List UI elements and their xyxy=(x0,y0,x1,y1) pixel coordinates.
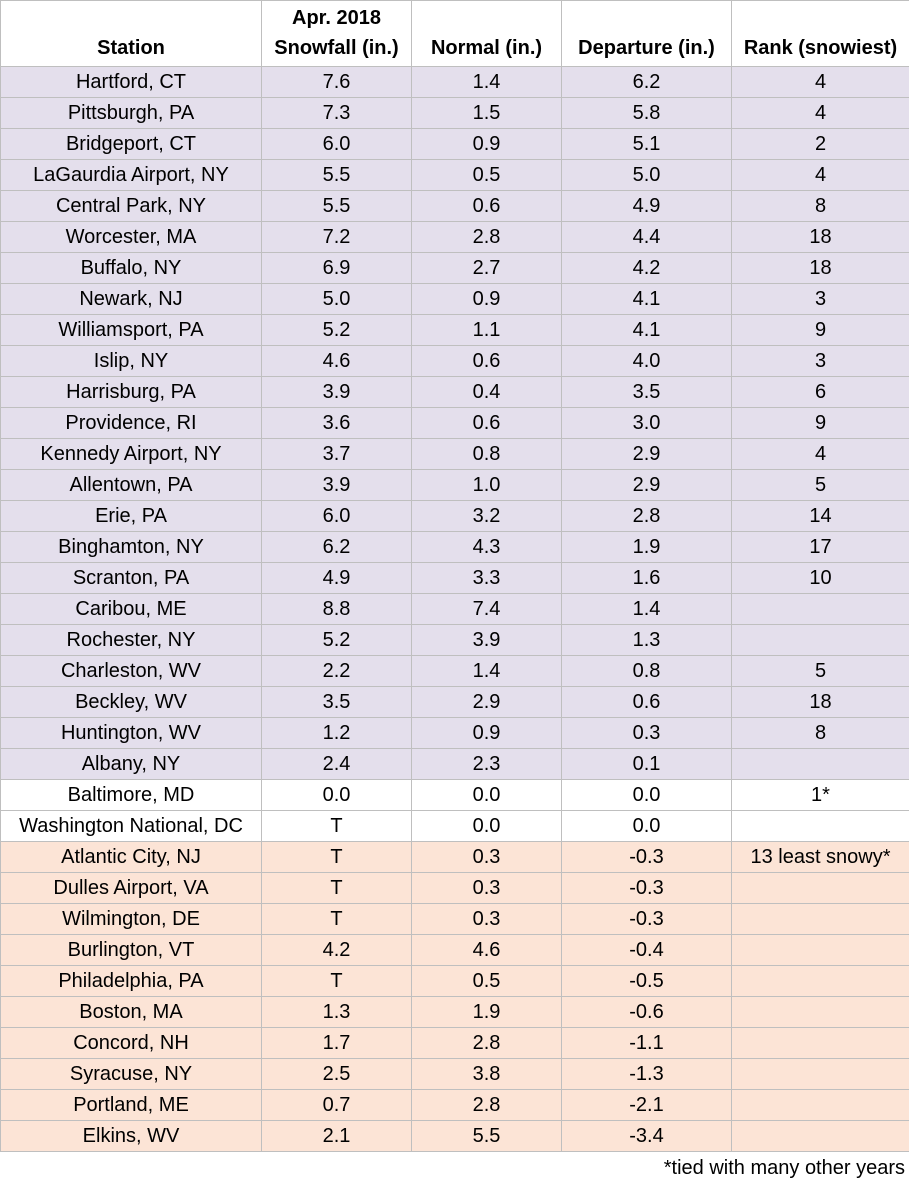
station-cell: Williamsport, PA xyxy=(1,315,262,346)
normal-cell: 0.6 xyxy=(412,346,562,377)
normal-cell: 0.0 xyxy=(412,780,562,811)
snowfall-cell: 1.7 xyxy=(262,1028,412,1059)
footnote: *tied with many other years xyxy=(0,1152,909,1185)
station-cell: Beckley, WV xyxy=(1,687,262,718)
snowfall-cell: 7.3 xyxy=(262,98,412,129)
table-row xyxy=(1,904,909,935)
normal-cell: 1.0 xyxy=(412,470,562,501)
station-cell: Dulles Airport, VA xyxy=(1,873,262,904)
station-cell: Syracuse, NY xyxy=(1,1059,262,1090)
rank-cell xyxy=(732,1059,909,1090)
station-cell: Islip, NY xyxy=(1,346,262,377)
station-cell: Charleston, WV xyxy=(1,656,262,687)
table-row xyxy=(1,563,909,594)
station-cell: Baltimore, MD xyxy=(1,780,262,811)
departure-cell: 1.3 xyxy=(562,625,732,656)
snowfall-cell: 5.2 xyxy=(262,315,412,346)
rank-cell xyxy=(732,625,909,656)
snowfall-cell: 3.9 xyxy=(262,377,412,408)
table-row xyxy=(1,501,909,532)
departure-cell: 0.8 xyxy=(562,656,732,687)
departure-cell: -2.1 xyxy=(562,1090,732,1121)
normal-cell: 2.7 xyxy=(412,253,562,284)
table-row xyxy=(1,873,909,904)
departure-cell: -1.3 xyxy=(562,1059,732,1090)
departure-cell: -0.3 xyxy=(562,904,732,935)
snowfall-cell: 7.2 xyxy=(262,222,412,253)
station-cell: Concord, NH xyxy=(1,1028,262,1059)
snowfall-cell: 8.8 xyxy=(262,594,412,625)
table-row xyxy=(1,935,909,966)
departure-cell: -0.3 xyxy=(562,842,732,873)
departure-cell: 0.3 xyxy=(562,718,732,749)
departure-cell: 4.2 xyxy=(562,253,732,284)
station-cell: Kennedy Airport, NY xyxy=(1,439,262,470)
station-cell: Allentown, PA xyxy=(1,470,262,501)
snowfall-cell: 5.5 xyxy=(262,160,412,191)
snowfall-cell: T xyxy=(262,904,412,935)
normal-cell: 3.8 xyxy=(412,1059,562,1090)
table-row xyxy=(1,749,909,780)
rank-cell: 1* xyxy=(732,780,909,811)
header-snowfall: Apr. 2018 Snowfall (in.) xyxy=(262,1,412,67)
departure-cell: 2.8 xyxy=(562,501,732,532)
departure-cell: 3.0 xyxy=(562,408,732,439)
normal-cell: 0.3 xyxy=(412,842,562,873)
rank-cell: 4 xyxy=(732,160,909,191)
station-cell: Worcester, MA xyxy=(1,222,262,253)
station-cell: Erie, PA xyxy=(1,501,262,532)
snowfall-cell: 6.2 xyxy=(262,532,412,563)
snowfall-cell: 5.5 xyxy=(262,191,412,222)
departure-cell: -1.1 xyxy=(562,1028,732,1059)
station-cell: Caribou, ME xyxy=(1,594,262,625)
rank-cell: 17 xyxy=(732,532,909,563)
station-cell: Buffalo, NY xyxy=(1,253,262,284)
rank-cell xyxy=(732,997,909,1028)
header-row xyxy=(1,1,909,67)
station-cell: LaGaurdia Airport, NY xyxy=(1,160,262,191)
station-cell: Boston, MA xyxy=(1,997,262,1028)
table-row xyxy=(1,284,909,315)
normal-cell: 1.1 xyxy=(412,315,562,346)
rank-cell: 8 xyxy=(732,191,909,222)
table-row xyxy=(1,1090,909,1121)
rank-cell xyxy=(732,1121,909,1152)
station-cell: Wilmington, DE xyxy=(1,904,262,935)
rank-cell: 4 xyxy=(732,98,909,129)
table-row xyxy=(1,129,909,160)
station-cell: Harrisburg, PA xyxy=(1,377,262,408)
rank-cell xyxy=(732,935,909,966)
station-cell: Providence, RI xyxy=(1,408,262,439)
snowfall-cell: 0.0 xyxy=(262,780,412,811)
normal-cell: 2.3 xyxy=(412,749,562,780)
departure-cell: 4.1 xyxy=(562,284,732,315)
station-cell: Portland, ME xyxy=(1,1090,262,1121)
normal-cell: 7.4 xyxy=(412,594,562,625)
station-cell: Huntington, WV xyxy=(1,718,262,749)
rank-cell: 10 xyxy=(732,563,909,594)
table-row xyxy=(1,377,909,408)
station-cell: Hartford, CT xyxy=(1,67,262,98)
snowfall-cell: T xyxy=(262,842,412,873)
table-row xyxy=(1,780,909,811)
station-cell: Albany, NY xyxy=(1,749,262,780)
rank-cell: 5 xyxy=(732,656,909,687)
rank-cell xyxy=(732,966,909,997)
rank-cell: 3 xyxy=(732,346,909,377)
rank-cell: 18 xyxy=(732,253,909,284)
normal-cell: 0.3 xyxy=(412,873,562,904)
header-normal: Normal (in.) xyxy=(412,1,562,67)
snowfall-cell: 3.6 xyxy=(262,408,412,439)
normal-cell: 1.9 xyxy=(412,997,562,1028)
station-cell: Scranton, PA xyxy=(1,563,262,594)
station-cell: Bridgeport, CT xyxy=(1,129,262,160)
normal-cell: 4.3 xyxy=(412,532,562,563)
snowfall-cell: 3.7 xyxy=(262,439,412,470)
departure-cell: 3.5 xyxy=(562,377,732,408)
table-row xyxy=(1,718,909,749)
snowfall-cell: 5.2 xyxy=(262,625,412,656)
snowfall-cell: 2.1 xyxy=(262,1121,412,1152)
departure-cell: 1.9 xyxy=(562,532,732,563)
departure-cell: 2.9 xyxy=(562,439,732,470)
normal-cell: 1.4 xyxy=(412,67,562,98)
snowfall-cell: 7.6 xyxy=(262,67,412,98)
header-station: Station xyxy=(1,1,262,67)
station-cell: Atlantic City, NJ xyxy=(1,842,262,873)
departure-cell: 4.1 xyxy=(562,315,732,346)
table-row xyxy=(1,1059,909,1090)
normal-cell: 0.3 xyxy=(412,904,562,935)
station-cell: Newark, NJ xyxy=(1,284,262,315)
snowfall-cell: 1.2 xyxy=(262,718,412,749)
station-cell: Rochester, NY xyxy=(1,625,262,656)
rank-cell: 6 xyxy=(732,377,909,408)
departure-cell: -3.4 xyxy=(562,1121,732,1152)
normal-cell: 0.6 xyxy=(412,408,562,439)
snowfall-cell: 1.3 xyxy=(262,997,412,1028)
table-row xyxy=(1,811,909,842)
normal-cell: 0.9 xyxy=(412,284,562,315)
table-row xyxy=(1,1028,909,1059)
normal-cell: 3.3 xyxy=(412,563,562,594)
snowfall-cell: 6.9 xyxy=(262,253,412,284)
rank-cell: 18 xyxy=(732,222,909,253)
snowfall-cell: 4.2 xyxy=(262,935,412,966)
table-row xyxy=(1,315,909,346)
station-cell: Pittsburgh, PA xyxy=(1,98,262,129)
normal-cell: 3.9 xyxy=(412,625,562,656)
station-cell: Philadelphia, PA xyxy=(1,966,262,997)
station-cell: Elkins, WV xyxy=(1,1121,262,1152)
snowfall-cell: T xyxy=(262,811,412,842)
departure-cell: 6.2 xyxy=(562,67,732,98)
station-cell: Central Park, NY xyxy=(1,191,262,222)
normal-cell: 2.8 xyxy=(412,222,562,253)
normal-cell: 0.9 xyxy=(412,718,562,749)
normal-cell: 0.4 xyxy=(412,377,562,408)
header-rank: Rank (snowiest) xyxy=(732,1,909,67)
departure-cell: 0.0 xyxy=(562,780,732,811)
normal-cell: 1.5 xyxy=(412,98,562,129)
rank-cell: 14 xyxy=(732,501,909,532)
departure-cell: -0.5 xyxy=(562,966,732,997)
departure-cell: 4.9 xyxy=(562,191,732,222)
rank-cell xyxy=(732,904,909,935)
rank-cell: 4 xyxy=(732,439,909,470)
normal-cell: 4.6 xyxy=(412,935,562,966)
table-row xyxy=(1,408,909,439)
normal-cell: 0.5 xyxy=(412,160,562,191)
snowfall-cell: 4.9 xyxy=(262,563,412,594)
rank-cell: 5 xyxy=(732,470,909,501)
table-row xyxy=(1,470,909,501)
snowfall-cell: T xyxy=(262,873,412,904)
normal-cell: 1.4 xyxy=(412,656,562,687)
station-cell: Washington National, DC xyxy=(1,811,262,842)
rank-cell xyxy=(732,811,909,842)
snowfall-cell: 2.5 xyxy=(262,1059,412,1090)
table-row xyxy=(1,532,909,563)
departure-cell: 0.6 xyxy=(562,687,732,718)
table-row xyxy=(1,842,909,873)
rank-cell xyxy=(732,873,909,904)
rank-cell xyxy=(732,1028,909,1059)
snowfall-cell: 3.9 xyxy=(262,470,412,501)
table-row xyxy=(1,687,909,718)
table-row xyxy=(1,346,909,377)
departure-cell: 2.9 xyxy=(562,470,732,501)
rank-cell: 8 xyxy=(732,718,909,749)
table-row xyxy=(1,191,909,222)
rank-cell: 13 least snowy* xyxy=(732,842,909,873)
normal-cell: 0.8 xyxy=(412,439,562,470)
departure-cell: 4.4 xyxy=(562,222,732,253)
normal-cell: 0.0 xyxy=(412,811,562,842)
normal-cell: 2.9 xyxy=(412,687,562,718)
table-row xyxy=(1,1121,909,1152)
departure-cell: -0.3 xyxy=(562,873,732,904)
departure-cell: 5.8 xyxy=(562,98,732,129)
departure-cell: 0.1 xyxy=(562,749,732,780)
normal-cell: 2.8 xyxy=(412,1090,562,1121)
table-row xyxy=(1,625,909,656)
rank-cell xyxy=(732,749,909,780)
rank-cell: 9 xyxy=(732,408,909,439)
rank-cell: 2 xyxy=(732,129,909,160)
table-row xyxy=(1,98,909,129)
table-row xyxy=(1,67,909,98)
snowfall-cell: 2.2 xyxy=(262,656,412,687)
normal-cell: 2.8 xyxy=(412,1028,562,1059)
rank-cell: 4 xyxy=(732,67,909,98)
table-row xyxy=(1,439,909,470)
normal-cell: 0.9 xyxy=(412,129,562,160)
table-row xyxy=(1,997,909,1028)
snowfall-cell: 3.5 xyxy=(262,687,412,718)
departure-cell: 0.0 xyxy=(562,811,732,842)
departure-cell: 5.1 xyxy=(562,129,732,160)
table-row xyxy=(1,656,909,687)
table-row xyxy=(1,253,909,284)
rank-cell xyxy=(732,1090,909,1121)
departure-cell: -0.4 xyxy=(562,935,732,966)
snowfall-cell: 6.0 xyxy=(262,501,412,532)
departure-cell: 1.4 xyxy=(562,594,732,625)
rank-cell xyxy=(732,594,909,625)
table-body xyxy=(1,67,909,1152)
snowfall-cell: 5.0 xyxy=(262,284,412,315)
snowfall-cell: 0.7 xyxy=(262,1090,412,1121)
departure-cell: 1.6 xyxy=(562,563,732,594)
rank-cell: 18 xyxy=(732,687,909,718)
snowfall-cell: 2.4 xyxy=(262,749,412,780)
table-row xyxy=(1,594,909,625)
header-departure: Departure (in.) xyxy=(562,1,732,67)
rank-cell: 9 xyxy=(732,315,909,346)
snowfall-cell: T xyxy=(262,966,412,997)
station-cell: Binghamton, NY xyxy=(1,532,262,563)
departure-cell: 5.0 xyxy=(562,160,732,191)
departure-cell: 4.0 xyxy=(562,346,732,377)
normal-cell: 5.5 xyxy=(412,1121,562,1152)
table-row xyxy=(1,160,909,191)
normal-cell: 0.6 xyxy=(412,191,562,222)
table-row xyxy=(1,222,909,253)
station-cell: Burlington, VT xyxy=(1,935,262,966)
table-row xyxy=(1,966,909,997)
normal-cell: 0.5 xyxy=(412,966,562,997)
rank-cell: 3 xyxy=(732,284,909,315)
snowfall-cell: 6.0 xyxy=(262,129,412,160)
normal-cell: 3.2 xyxy=(412,501,562,532)
departure-cell: -0.6 xyxy=(562,997,732,1028)
snowfall-cell: 4.6 xyxy=(262,346,412,377)
